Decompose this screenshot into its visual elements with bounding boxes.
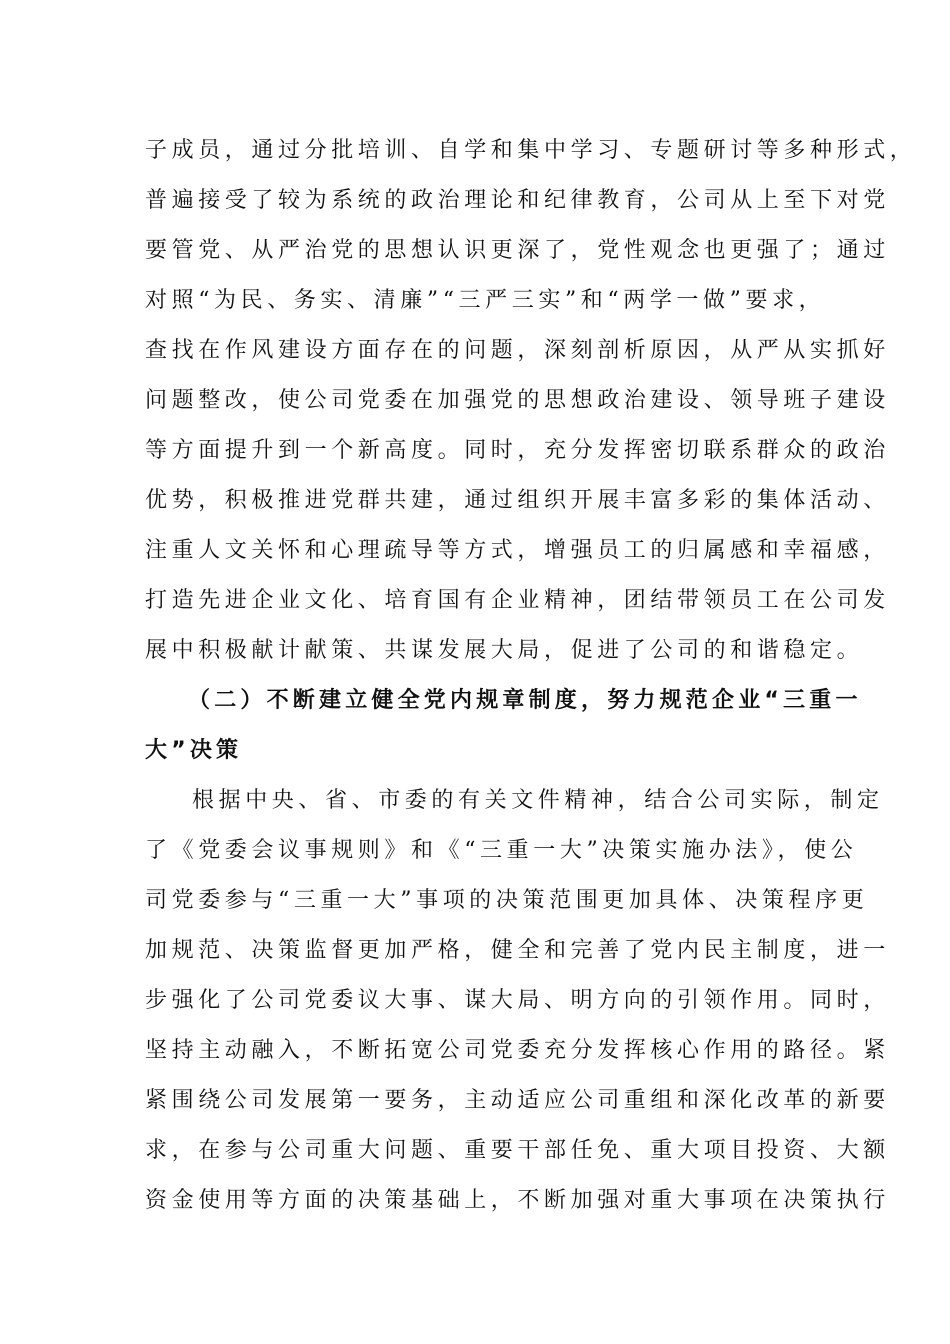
paragraph-line: 查找在作风建设方面存在的问题，深刻剖析原因，从严从实抓好 — [145, 338, 890, 363]
paragraph-line: 展中积极献计献策、共谋发展大局，促进了公司的和谐稳定。 — [145, 638, 864, 663]
paragraph-line: 普遍接受了较为系统的政治理论和纪律教育，公司从上至下对党 — [145, 188, 890, 213]
paragraph-line: 根据中央、省、市委的有关文件精神，结合公司实际，制定 — [192, 788, 884, 813]
section-heading: （二）不断建立健全党内规章制度，努力规范企业“三重一 — [188, 688, 862, 713]
paragraph-line: 紧围绕公司发展第一要务，主动适应公司重组和深化改革的新要 — [145, 1088, 890, 1113]
paragraph-line: 对照“为民、务实、清廉”“三严三实”和“两学一做”要求， — [145, 288, 826, 313]
paragraph-line: 资金使用等方面的决策基础上，不断加强对重大事项在决策执行 — [145, 1188, 890, 1213]
paragraph-line: 问题整改，使公司党委在加强党的思想政治建设、领导班子建设 — [145, 388, 890, 413]
paragraph-line: 子成员，通过分批培训、自学和集中学习、专题研讨等多种形式， — [145, 138, 917, 163]
paragraph-line: 要管党、从严治党的思想认识更深了，党性观念也更强了；通过 — [145, 238, 890, 263]
paragraph-line: 打造先进企业文化、培育国有企业精神，团结带领员工在公司发 — [145, 588, 890, 613]
section-heading: 大”决策 — [145, 738, 243, 763]
paragraph-line: 坚持主动融入，不断拓宽公司党委充分发挥核心作用的路径。紧 — [145, 1038, 890, 1063]
paragraph-line: 步强化了公司党委议大事、谋大局、明方向的引领作用。同时， — [145, 988, 890, 1013]
paragraph-line: 司党委参与“三重一大”事项的决策范围更加具体、决策程序更 — [145, 888, 869, 913]
paragraph-line: 优势，积极推进党群共建，通过组织开展丰富多彩的集体活动、 — [145, 488, 890, 513]
paragraph-line: 了《党委会议事规则》和《“三重一大”决策实施办法》，使公 — [145, 838, 858, 863]
paragraph-line: 求，在参与公司重大问题、重要干部任免、重大项目投资、大额 — [145, 1138, 890, 1163]
paragraph-line: 注重人文关怀和心理疏导等方式，增强员工的归属感和幸福感， — [145, 538, 890, 563]
paragraph-line: 等方面提升到一个新高度。同时，充分发挥密切联系群众的政治 — [145, 438, 890, 463]
paragraph-line: 加规范、决策监督更加严格，健全和完善了党内民主制度，进一 — [145, 938, 890, 963]
